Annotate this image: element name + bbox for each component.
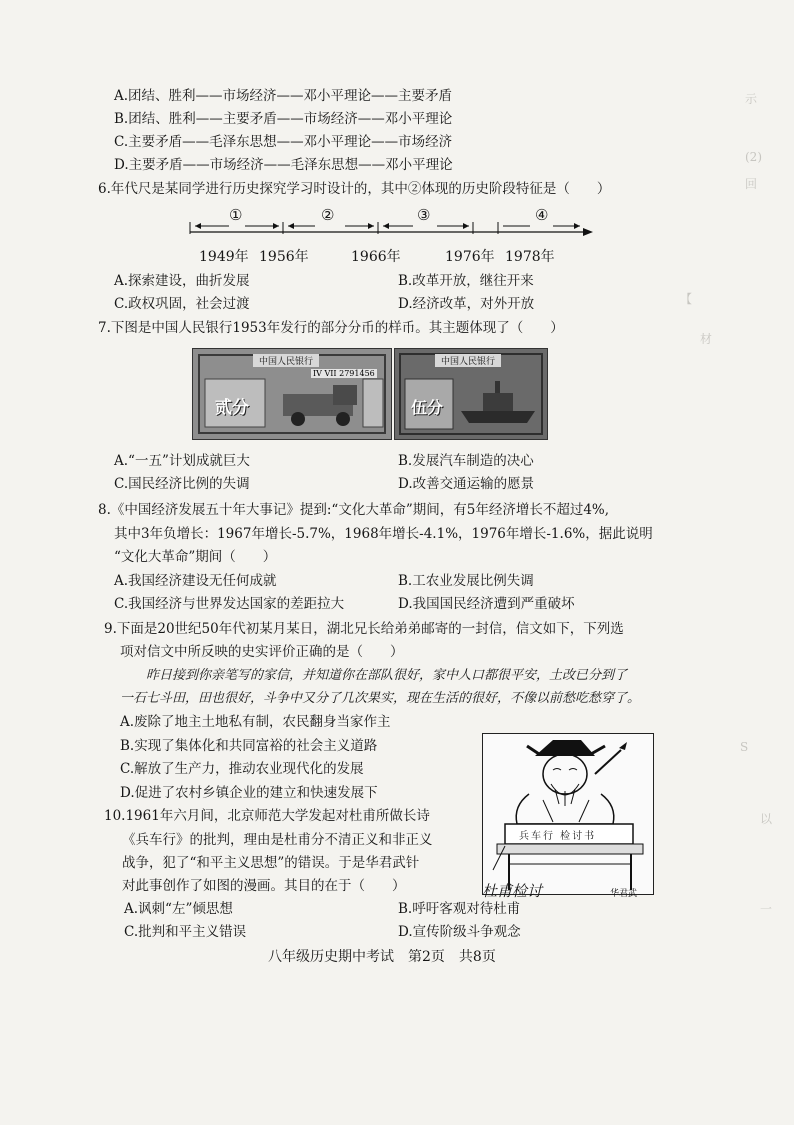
- du-fu-cartoon: [482, 733, 654, 895]
- q7-option-c: C.国民经济比例的失调: [114, 476, 250, 492]
- timeline-segment-2: ②: [321, 206, 335, 224]
- timeline-year-1966: 1966年: [351, 249, 401, 265]
- q9-letter-line2: 一石七斗田，田也很好，斗争中又分了几次果实，现在生活的很好，不像以前愁吃愁穿了。: [120, 691, 641, 706]
- banknote-title: 中国人民银行: [253, 354, 319, 367]
- q9-option-d: D.促进了农村乡镇企业的建立和快速发展下: [120, 785, 378, 801]
- q5-option-d: D.主要矛盾——市场经济——毛泽东思想——邓小平理论: [114, 157, 453, 173]
- q9-option-b: B.实现了集体化和共同富裕的社会主义道路: [120, 738, 378, 754]
- banknote-2-fen: [192, 348, 392, 440]
- bleed-mark: 材: [700, 332, 713, 346]
- q9-option-a: A.废除了地主土地私有制，农民翻身当家作主: [120, 714, 391, 730]
- q5-option-b: B.团结、胜利——主要矛盾——市场经济——邓小平理论: [114, 111, 453, 127]
- q5-option-c: C.主要矛盾——毛泽东思想——邓小平理论——市场经济: [114, 134, 453, 150]
- timeline-year-1976: 1976年: [445, 249, 495, 265]
- q8-option-a: A.我国经济建设无任何成就: [114, 573, 277, 589]
- page-footer: 八年级历史期中考试 第2页 共8页: [268, 949, 496, 965]
- bleed-mark: 【: [680, 292, 693, 306]
- q8-option-c: C.我国经济与世界发达国家的差距拉大: [114, 596, 345, 612]
- timeline-year-1956: 1956年: [259, 249, 309, 265]
- timeline-axis: [185, 204, 595, 249]
- q7-option-a: A.“一五”计划成就巨大: [114, 453, 250, 469]
- bleed-mark: S: [740, 740, 749, 754]
- q10-option-c: C.批判和平主义错误: [124, 924, 247, 940]
- bleed-mark: 以: [760, 812, 773, 826]
- banknote-denomination: 伍分: [411, 398, 444, 417]
- q8-stem-line2: 其中3年负增长：1967年增长-5.7%，1968年增长-4.1%，1976年增长-1.6%，据此说明: [114, 526, 653, 542]
- timeline-ruler: [185, 204, 595, 274]
- q10-option-b: B.呼吁客观对待杜甫: [398, 901, 521, 917]
- banknote-title: 中国人民银行: [435, 354, 501, 367]
- q9-option-c: C.解放了生产力，推动农业现代化的发展: [120, 761, 364, 777]
- q8-stem-line1: 8.《中国经济发展五十年大事记》提到:“文化大革命”期间，有5年经济增长不超过4%,: [98, 502, 610, 518]
- bleed-mark: 一: [760, 902, 773, 916]
- q10-stem-line3: 战争，犯了“和平主义思想”的错误。于是华君武针: [122, 855, 420, 871]
- q7-stem: 7.下图是中国人民银行1953年发行的部分分币的样币。其主题体现了（ ）: [98, 320, 564, 336]
- bleed-mark: 回: [745, 177, 758, 191]
- q6-option-b: B.改革开放，继往开来: [398, 273, 534, 289]
- banknote-5-fen: [394, 348, 548, 440]
- q6-option-c: C.政权巩固，社会过渡: [114, 296, 250, 312]
- q9-stem-line2: 项对信文中所反映的史实评价正确的是（ ）: [120, 644, 404, 660]
- q7-option-d: D.改善交通运输的愿景: [398, 476, 535, 492]
- banknote-serial: IV VII 2791456: [313, 369, 375, 378]
- q8-option-d: D.我国国民经济遭到严重破坏: [398, 596, 575, 612]
- q6-stem: 6.年代尺是某同学进行历史探究学习时设计的，其中②体现的历史阶段特征是（ ）: [98, 181, 611, 197]
- q9-letter-line1: 昨日接到你亲笔写的家信，并知道你在部队很好，家中人口都很平安，土改已分到了: [146, 668, 628, 683]
- scroll-text: 兵车行 检讨书: [519, 831, 597, 842]
- cartoon-drawing: [483, 734, 653, 894]
- timeline-segment-1: ①: [229, 206, 243, 224]
- q8-stem-line3: “文化大革命”期间（ ）: [114, 549, 277, 565]
- bleed-mark: 示: [745, 92, 758, 106]
- timeline-segment-4: ④: [535, 206, 549, 224]
- timeline-year-1949: 1949年: [199, 249, 249, 265]
- cartoon-signature: 华君武: [610, 889, 638, 899]
- q10-option-d: D.宣传阶级斗争观念: [398, 924, 521, 940]
- q10-stem-line2: 《兵车行》的批判，理由是杜甫分不清正义和非正义: [122, 832, 433, 848]
- q6-option-a: A.探索建设，曲折发展: [114, 273, 250, 289]
- q10-stem-line4: 对此事创作了如图的漫画。其目的在于（ ）: [122, 878, 406, 894]
- timeline-year-1978: 1978年: [505, 249, 555, 265]
- banknote-denomination: 贰分: [215, 398, 249, 418]
- q10-option-a: A.讽刺“左”倾思想: [124, 901, 233, 917]
- bleed-mark: (2): [745, 150, 762, 164]
- cartoon-caption: 杜甫检讨: [482, 882, 543, 900]
- q9-stem-line1: 9.下面是20世纪50年代初某月某日，湖北兄长给弟弟邮寄的一封信，信文如下，下列选: [104, 621, 624, 637]
- q7-option-b: B.发展汽车制造的决心: [398, 453, 534, 469]
- q6-option-d: D.经济改革，对外开放: [398, 296, 535, 312]
- q8-option-b: B.工农业发展比例失调: [398, 573, 534, 589]
- timeline-segment-3: ③: [417, 206, 431, 224]
- q5-option-a: A.团结、胜利——市场经济——邓小平理论——主要矛盾: [114, 88, 453, 104]
- q10-stem-line1: 10.1961年六月间，北京师范大学发起对杜甫所做长诗: [104, 808, 430, 824]
